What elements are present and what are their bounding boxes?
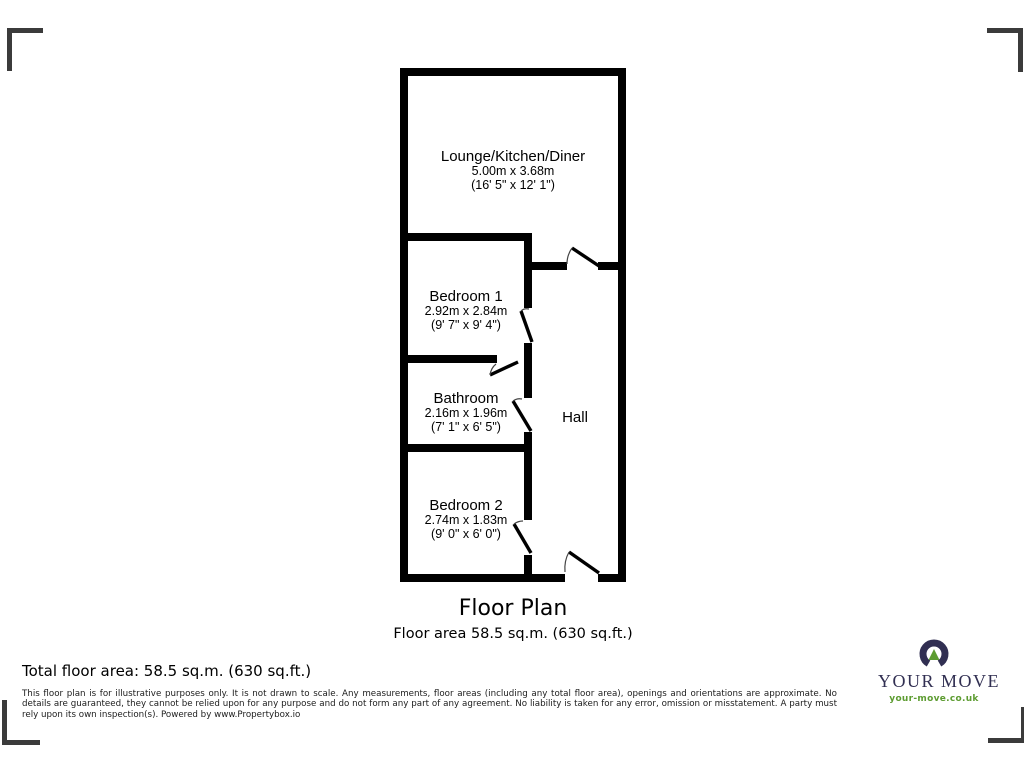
room-name: Lounge/Kitchen/Diner [440,148,586,165]
room-name: Bathroom [433,390,499,407]
wall-segment [400,68,626,76]
yourmove-arch-icon [917,639,951,669]
room-name: Bedroom 2 [429,497,503,514]
disclaimer-text: This floor plan is for illustrative purposes only. It is not drawn to scale. Any measurements, floor areas (including any total floor area), openings and orientations are approximate. No details are guaranteed, they cannot be relied upon for any purpose and do not form any part of any agreement. No liability is taken for any error, omission or misstatement. A party must rely upon its own inspection(s). Powered by www.Propertybox.io [22,689,837,720]
room-dimensions-imperial: (7' 1" x 6' 5") [431,419,501,434]
yourmove-brand-text: YOUR MOVE [878,671,1001,691]
wall-segment [400,444,532,452]
wall-segment [532,262,567,270]
door-arc [565,552,569,572]
wall-segment [400,574,565,582]
room-name: Bedroom 1 [429,288,503,305]
total-floor-area-text: Total floor area: 58.5 sq.m. (630 sq.ft.) [22,662,312,680]
wall-segment [598,574,626,582]
room-label-bathroom [408,391,524,434]
yourmove-logo [878,639,1001,704]
room-dimensions-imperial: (16' 5" x 12' 1") [471,177,555,192]
floor-area-subtitle: Floor area 58.5 sq.m. (630 sq.ft.) [393,626,633,642]
wall-segment [400,68,408,582]
wall-segment [400,355,497,363]
yourmove-website-text: your-move.co.uk [889,694,979,704]
room-dimensions-imperial: (9' 0" x 6' 0") [431,526,501,541]
wall-segment [598,262,618,270]
room-dimensions-metric: 2.16m x 1.96m [424,406,508,420]
room-label-lounge-kitchen-diner [408,149,618,192]
wall-segment [524,343,532,398]
room-label-bedroom-1 [408,289,524,332]
wall-segment [400,233,532,241]
room-label-hall [532,410,618,426]
room-dimensions-metric: 5.00m x 3.68m [471,164,555,178]
page-title: Floor Plan [458,596,568,621]
wall-segment [524,233,532,308]
room-dimensions-metric: 2.92m x 2.84m [424,304,508,318]
wall-segment [618,68,626,582]
room-name: Hall [562,409,588,426]
door-leaf [569,552,599,573]
door-leaf [490,362,518,375]
wall-segment [524,555,532,574]
room-label-bedroom-2 [408,498,524,541]
door-leaf [572,248,599,266]
room-dimensions-metric: 2.74m x 1.83m [424,513,508,527]
door-arc [567,248,572,264]
room-dimensions-imperial: (9' 7" x 9' 4") [431,317,501,332]
